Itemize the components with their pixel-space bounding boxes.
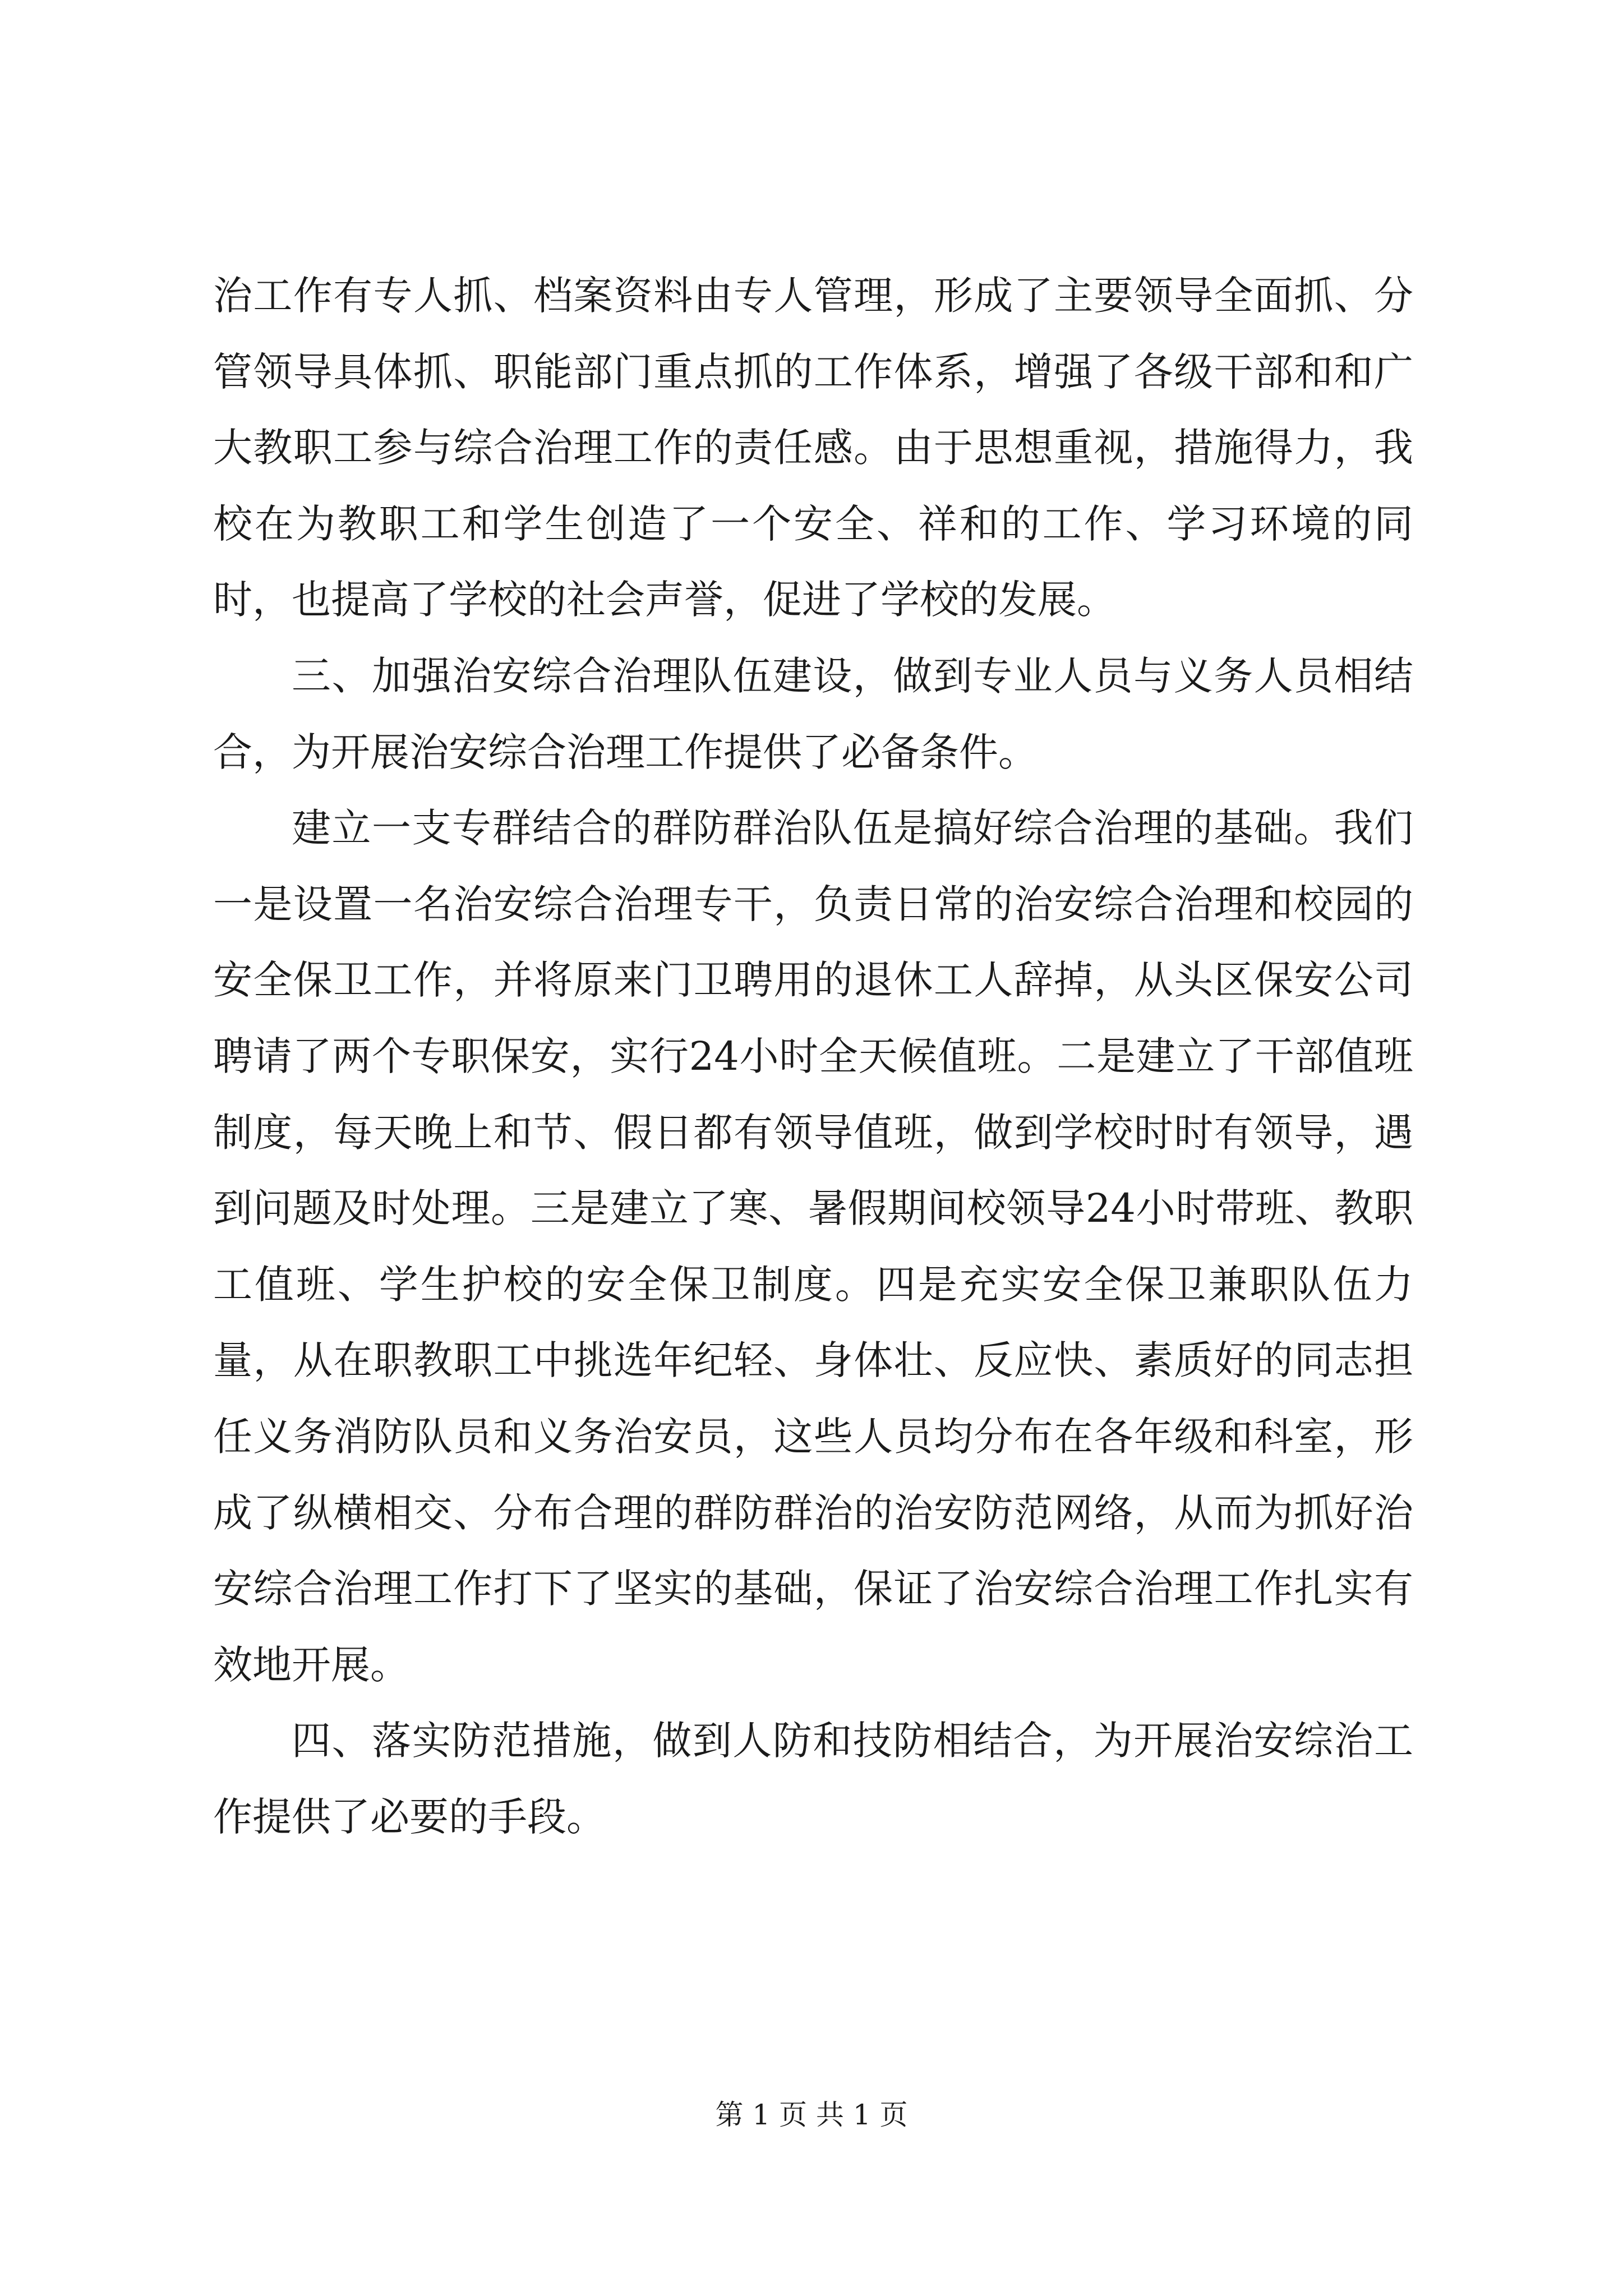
paragraph-2-heading: 三、加强治安综合治理队伍建设，做到专业人员与义务人员相结合，为开展治安综合治理工作提供了必备条件。 — [213, 652, 1413, 775]
paragraph-1: 治工作有专人抓、档案资料由专人管理，形成了主要领导全面抓、分管领导具体抓、职能部门重点抓的工作体系，增强了各级干部和和广大教职工参与综合治理工作的责任感。由于思想重视，措施得力，我校在为教职工和学生创造了一个安全、祥和的工作、学习环境的同时，也提高了学校的社会声誉，促进了学校的发展。 — [213, 273, 1413, 623]
paragraph-3: 建立一支专群结合的群防群治队伍是搞好综合治理的基础。我们一是设置一名治安综合治理专干，负责日常的治安综合治理和校园的安全保卫工作，并将原来门卫聘用的退休工人辞掉，从头区保安公司聘请了两个专职保安，实行24小时全天候值班。二是建立了干部值班制度，每天晚上和节、假日都有领导值班，做到学校时时有领导，遇到问题及时处理。三是建立了寒、暑假期间校领导24小时带班、教职工值班、学生护校的安全保卫制度。四是充实安全保卫兼职队伍力量，从在职教职工中挑选年纪轻、身体壮、反应快、素质好的同志担任义务消防队员和义务治安员，这些人员均分布在各年级和科室，形成了纵横相交、分布合理的群防群治的治安防范网络，从而为抓好治安综合治理工作打下了坚实的基础，保证了治安综合治理工作扎实有效地开展。 — [213, 805, 1413, 1688]
page-footer: 第 1 页 共 1 页 — [715, 2099, 908, 2131]
document-body — [213, 258, 1413, 1855]
paragraph-4-heading: 四、落实防范措施，做到人防和技防相结合，为开展治安综治工作提供了必要的手段。 — [213, 1718, 1413, 1840]
